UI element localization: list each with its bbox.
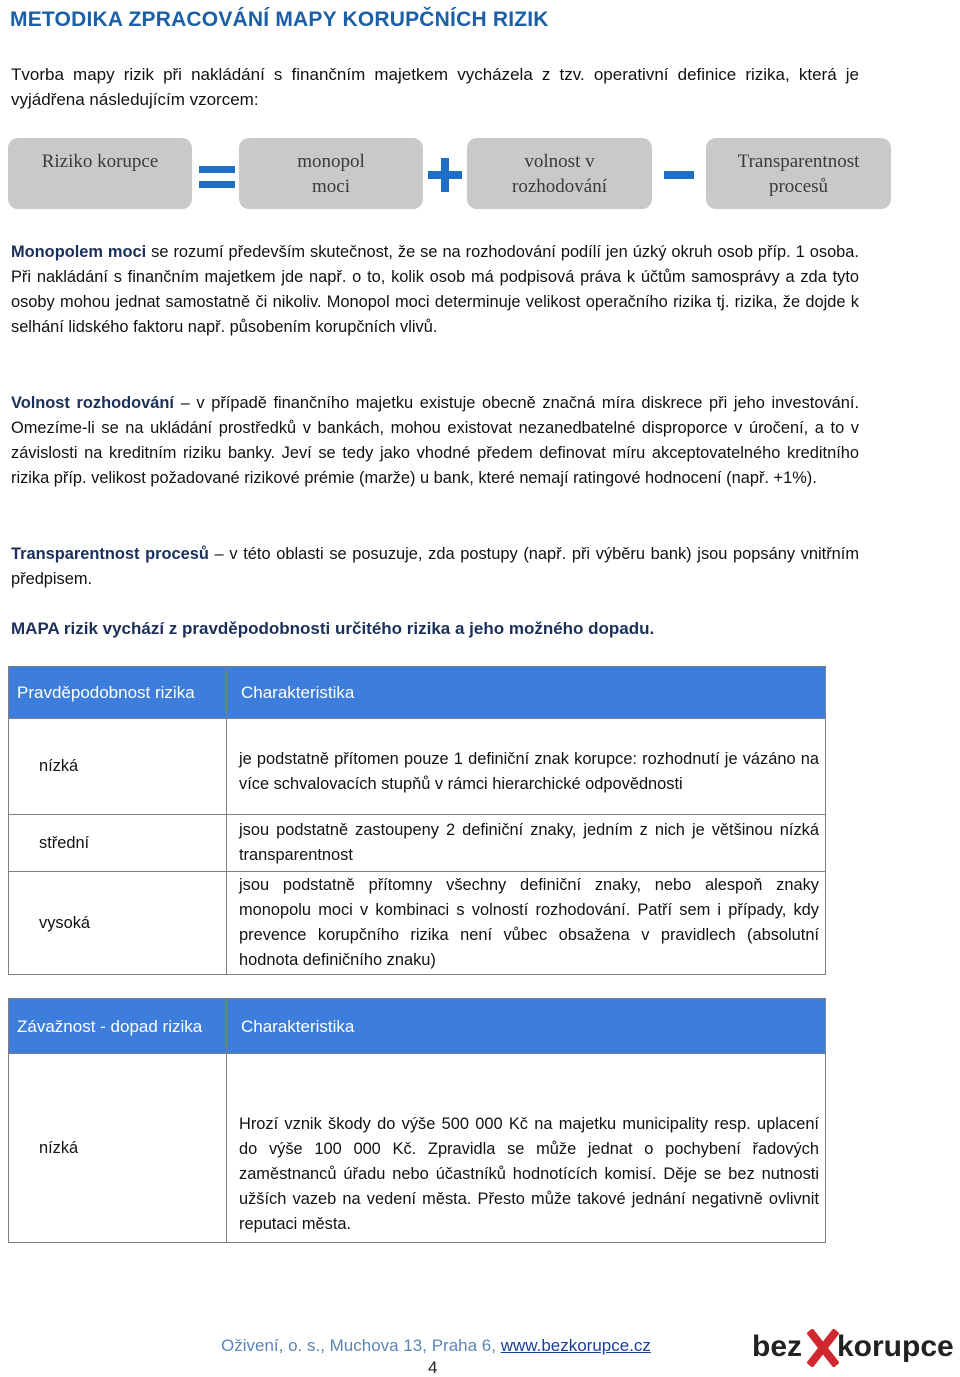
discretion-text: – v případě finančního majetku existuje obecně značná míra diskrece při jeho investování. Omezíme-li se na ukládání prostředků v bankách, mohou existovat nezanedbatelné disproporce v úročení, a to v závislosti na kreditním riziku banky. Jeví se tedy jako vhodné předem definovat míru akceptovatelného kreditního rizika příp. velikost požadované rizikové prémie (marže) u bank, které nemají ratingové hodnocení (např. +1%). [11,394,859,487]
formula-box-risk [8,138,192,209]
table-header-row [9,667,826,719]
formula-box-transparency [706,138,891,209]
formula-box-discretion-line1: volnost v [524,151,595,172]
transparency-paragraph [11,542,859,592]
equals-icon [199,166,235,191]
formula-box-discretion-line2: rozhodování [512,176,607,197]
monopoly-text: se rozumí především skutečnost, že se na rozhodování podílí jen úzký okruh osob příp. 1 osoba. Při nakládání s finančním majetkem jde např. o to, kolik osob má podpisová práva k účtům samosprávy a zda tyto osoby mohou jednat samostatně či nikoliv. Monopol moci determinuje velikost operačního rizika tj. rizika, že dojde k selhání lidského faktoru např. působením korupčních vlivů. [11,243,859,336]
footer-address [221,1336,651,1356]
formula-box-monopoly-line2: moci [312,176,350,197]
formula-box-discretion [467,138,652,209]
table-row [9,1054,826,1243]
table-row [9,872,826,975]
table-row [9,815,826,872]
logo-text-bez: bez [752,1330,803,1363]
description-cell: Hrozí vznik škody do výše 500 000 Kč na majetku municipality resp. uplacení do výše 100 000 Kč. Zpravidla se může jednat o pochybení řadových zaměstnanců úřadu nebo účastníků hodnotících komisí. Děje se bez nutnosti užších vazeb na vedení města. Přesto může takové jednání negativně ovlivnit reputaci města. [227,1054,826,1243]
cross-icon [805,1328,839,1368]
bezkorupce-logo [752,1328,954,1372]
header-characteristics: Charakteristika [227,999,826,1054]
page-heading: METODIKA ZPRACOVÁNÍ MAPY KORUPČNÍCH RIZIK [10,8,549,31]
formula-box-risk-label: Riziko korupce [41,151,159,172]
formula-box-transparency-line1: Transparentnost [737,151,860,172]
table-row [9,719,826,815]
monopoly-term: Monopolem moci [11,243,147,261]
transparency-text: – v této oblasti se posuzuje, zda postupy (např. při výběru bank) jsou popsány vnitřním předpisem. [11,545,859,588]
formula-box-monopoly [239,138,423,209]
description-cell: jsou podstatně zastoupeny 2 definiční znaky, jedním z nich je většinou nízká transparentnost [227,815,826,872]
transparency-term: Transparentnost procesů [11,545,209,563]
logo-text-korupce: korupce [837,1330,954,1363]
formula-box-monopoly-line1: monopol [297,151,365,172]
level-cell: nízká [9,1054,227,1243]
monopoly-paragraph [11,240,859,340]
discretion-paragraph [11,391,859,491]
formula-box-transparency-line2: procesů [768,176,829,197]
header-impact: Závažnost - dopad rizika [9,999,227,1054]
plus-icon [428,158,462,192]
header-characteristics: Charakteristika [227,667,826,719]
discretion-term: Volnost rozhodování [11,394,174,412]
table-header-row [9,999,826,1054]
impact-table [8,998,826,1243]
level-cell: nízká [9,719,227,815]
description-cell: jsou podstatně přítomny všechny definiční znaky, nebo alespoň znaky monopolu moci v kombinaci s volností rozhodování. Patří sem i případy, kdy prevence korupčního rizika není vůbec obsažena v pravidlech (absolutní hodnota definičního znaku) [227,872,826,975]
footer-website-link[interactable]: www.bezkorupce.cz [500,1336,651,1355]
footer-address-text: Oživení, o. s., Muchova 13, Praha 6, [221,1336,501,1355]
page-number: 4 [428,1358,438,1377]
probability-table [8,666,826,975]
description-cell: je podstatně přítomen pouze 1 definiční znak korupce: rozhodnutí je vázáno na více schvalovacích stupňů v rámci hierarchické odpovědnosti [227,719,826,815]
minus-icon [664,171,694,179]
section-title: MAPA rizik vychází z pravděpodobnosti určitého rizika a jeho možného dopadu. [11,619,655,638]
intro-paragraph: Tvorba mapy rizik při nakládání s finančním majetkem vycházela z tzv. operativní definice rizika, která je vyjádřena následujícím vzorcem: [11,65,859,109]
header-probability: Pravděpodobnost rizika [9,667,227,719]
level-cell: střední [9,815,227,872]
level-cell: vysoká [9,872,227,975]
